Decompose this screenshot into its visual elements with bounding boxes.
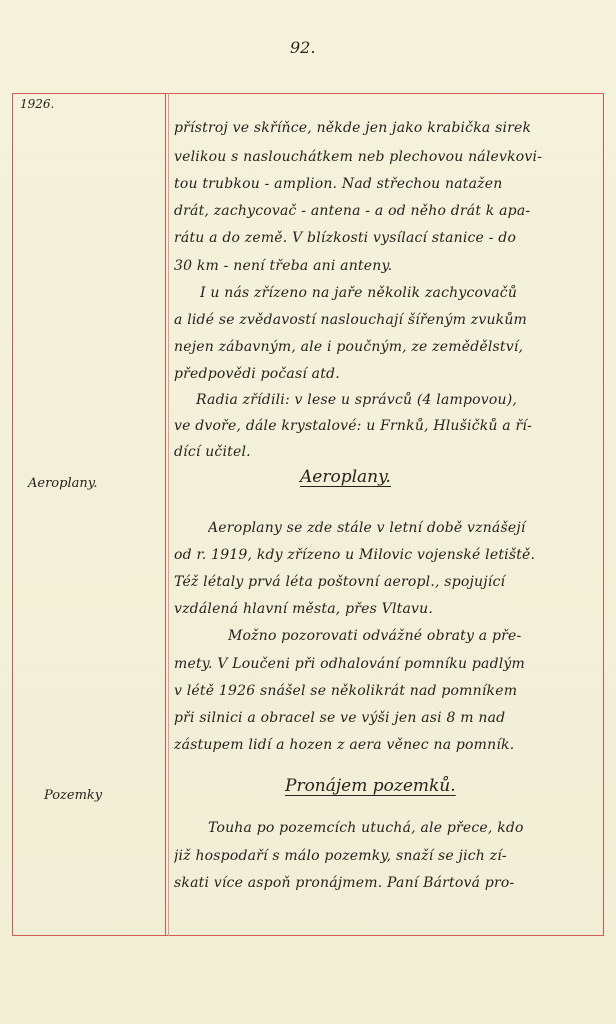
text-line: Touha po pozemcích utuchá, ale přece, kdo [208,820,524,836]
frame-bottom-rule [12,935,604,936]
margin-label-pozemky: Pozemky [44,788,103,803]
text-line: dící učitel. [174,444,251,460]
text-line: vzdálená hlavní města, přes Vltavu. [174,601,433,617]
text-line: při silnici a obracel se ve výši jen asi 8 m nad [174,710,506,726]
page-number: 92. [290,38,316,57]
text-line: tou trubkou - amplion. Nad střechou natažen [174,176,503,192]
margin-divider-rule-inner [168,93,169,936]
text-line: v létě 1926 snášel se několikrát nad pomníkem [174,683,518,699]
text-line: Radia zřídili: v lese u správců (4 lampovou), [196,392,518,408]
text-line: Možno pozorovati odvážné obraty a pře- [228,628,522,644]
margin-year: 1926. [20,97,55,111]
text-line: I u nás zřízeno na jaře několik zachycovačů [200,285,518,301]
heading-aeroplany: Aeroplany. [300,467,391,487]
text-line: od r. 1919, kdy zřízeno u Milovic vojenské letiště. [174,547,536,563]
text-line: nejen zábavným, ale i poučným, ze zemědělství, [174,339,524,355]
text-line: předpovědi počasí atd. [174,366,340,382]
margin-label-aeroplany: Aeroplany. [28,476,98,491]
text-line: rátu a do země. V blízkosti vysílací stanice - do [174,230,517,246]
text-line: Aeroplany se zde stále v letní době vznášejí [208,520,526,536]
text-line: přístroj ve skříňce, někde jen jako krabička sirek [174,120,532,136]
text-line: ve dvoře, dále krystalové: u Frnků, Hlušičků a ří- [174,418,532,434]
text-line: Též létaly prvá léta poštovní aeropl., spojující [174,574,506,590]
heading-pronajem: Pronájem pozemků. [285,776,456,796]
text-line: 30 km - není třeba ani anteny. [174,258,393,274]
margin-divider-rule [165,93,166,936]
text-line: a lidé se zvědavostí naslouchají šířeným zvukům [174,312,528,328]
text-line: drát, zachycovač - antena - a od něho drát k apa- [174,203,531,219]
frame-top-rule [12,93,604,94]
text-line: velikou s naslouchátkem neb plechovou nálevkovi- [174,149,543,165]
frame-left-rule [12,93,13,936]
frame-right-rule [603,93,604,936]
text-line: skati více aspoň pronájmem. Paní Bártová pro- [174,875,515,891]
text-line: mety. V Loučeni při odhalování pomníku padlým [174,656,525,672]
text-line: již hospodaří s málo pozemky, snaží se jich zí- [174,848,507,864]
text-line: zástupem lidí a hozen z aera věnec na pomník. [174,737,515,753]
